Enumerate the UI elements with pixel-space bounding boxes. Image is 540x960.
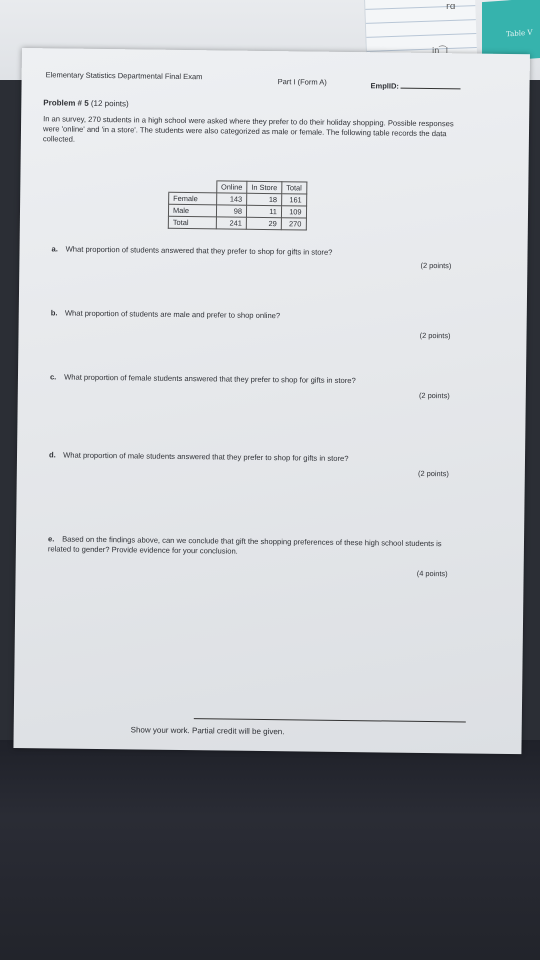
question-text: Based on the findings above, can we conclude that gift the shopping preferences of these high school students is related to gender? Provide evidence for your conclusion. xyxy=(47,534,442,556)
question-letter: c. xyxy=(49,372,57,382)
table-cell: 241 xyxy=(216,217,247,229)
question-a xyxy=(51,244,452,271)
question-points: (2 points) xyxy=(419,330,451,341)
table-cell: 270 xyxy=(281,218,306,230)
survey-table xyxy=(168,180,307,231)
emplid-blank xyxy=(401,88,461,90)
question-points: (4 points) xyxy=(416,568,448,579)
question-text: What proportion of male students answered that they prefer to shop for gifts in store? xyxy=(63,450,349,464)
question-letter: a. xyxy=(51,244,58,254)
table-row-label: Female xyxy=(169,192,217,205)
table-row-label: Total xyxy=(168,216,216,229)
table-cell: 143 xyxy=(216,193,247,205)
question-text: What proportion of students answered that they prefer to shop for gifts in store? xyxy=(65,244,333,257)
question-c xyxy=(49,372,450,401)
table-cell: 98 xyxy=(216,205,247,217)
table-col-header: Total xyxy=(282,182,307,194)
footer-note: Show your work. Partial credit will be given. xyxy=(130,725,285,737)
table-row-label: Male xyxy=(168,204,216,217)
table-row xyxy=(168,216,306,230)
question-text: What proportion of female students answered that they prefer to shop for gifts in store? xyxy=(64,372,356,386)
question-d xyxy=(48,450,449,479)
table-cell: 29 xyxy=(246,217,281,229)
emplid-label: EmplID: xyxy=(370,81,399,91)
table-corner xyxy=(169,180,217,193)
background-notebook xyxy=(364,0,477,59)
table-cell: 18 xyxy=(247,193,282,205)
question-b xyxy=(50,308,451,341)
problem-intro: In an survey, 270 students in a high school were asked where they prefer to do their holiday shopping. Possible responses were 'online' and 'in a store'. The students were also categorized as male or female. The following table records the data collected. xyxy=(42,114,454,144)
question-points: (2 points) xyxy=(418,390,450,401)
question-letter: d. xyxy=(48,450,56,460)
dark-background xyxy=(0,740,540,960)
question-text: What proportion of students are male and prefer to shop online? xyxy=(64,308,281,321)
problem-points: (12 points) xyxy=(90,98,129,109)
problem-title xyxy=(43,98,128,108)
part-label: Part I (Form A) xyxy=(277,77,327,87)
table-tab-label: Table V xyxy=(506,28,533,39)
question-e xyxy=(47,534,448,579)
question-letter: e. xyxy=(47,534,55,544)
emplid-field xyxy=(371,81,461,91)
table-cell: 161 xyxy=(282,194,307,206)
background-scribble: rɑ xyxy=(446,2,456,12)
question-points: (2 points) xyxy=(417,468,449,479)
exam-header xyxy=(45,70,466,91)
question-points: (2 points) xyxy=(420,260,452,271)
exam-page xyxy=(13,48,530,754)
table-col-header: In Store xyxy=(247,181,282,193)
background-scribble-mid: in⁀l xyxy=(432,46,448,55)
table-col-header: Online xyxy=(216,181,247,193)
course-title: Elementary Statistics Departmental Final Exam xyxy=(45,70,203,82)
question-letter: b. xyxy=(50,308,58,318)
table-cell: 109 xyxy=(281,206,306,218)
problem-number: Problem # 5 xyxy=(43,98,89,108)
footer-divider xyxy=(194,718,466,722)
table-cell: 11 xyxy=(246,205,281,217)
